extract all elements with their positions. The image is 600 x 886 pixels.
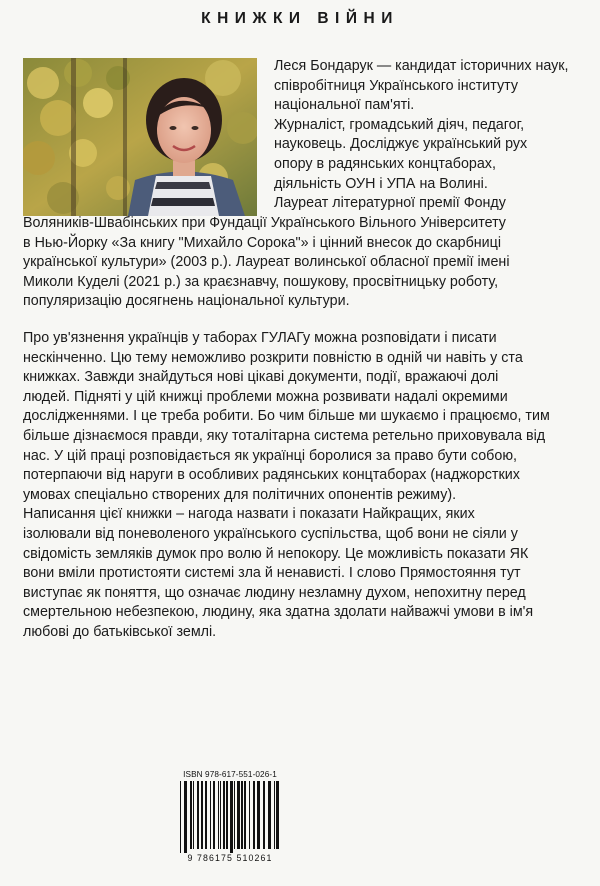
- barcode-bar: [218, 781, 219, 849]
- bio-line: діяльність ОУН і УПА на Волині.: [274, 175, 488, 192]
- barcode-bar: [253, 781, 255, 849]
- barcode-bar: [234, 781, 235, 849]
- barcode-bar: [226, 781, 228, 849]
- description-line: Про ув'язнення українців у таборах ГУЛАГу можна розповідати і писати: [23, 330, 497, 346]
- barcode-digits: 9 786175 510261: [187, 853, 273, 863]
- barcode-bar: [197, 781, 199, 849]
- barcode-bar: [244, 781, 246, 849]
- barcode-bar: [263, 781, 265, 849]
- description-line: нас. У цій праці розповідається як українці боролися за право бути собою,: [23, 447, 518, 464]
- barcode-bar: [276, 781, 279, 849]
- barcode-bar: [184, 781, 187, 853]
- author-bio-intro: [274, 57, 586, 214]
- barcode-bar: [241, 781, 243, 849]
- isbn-label: ISBN 978-617-551-026-1: [183, 770, 277, 779]
- barcode: [178, 781, 282, 853]
- bio-line: Журналіст, громадський діяч, педагог,: [274, 116, 525, 133]
- series-title: КНИЖКИ ВІЙНИ: [201, 10, 399, 27]
- bio-line: Миколи Куделі (2021 р.) за краєзнавчу, пошукову, просвітницьку роботу,: [23, 273, 499, 290]
- bio-line: Леся Бондарук — кандидат історичних наук,: [274, 58, 569, 74]
- description-line: смертельною небезпекою, людину, яка здатна здолати найважчі умови в ім'я: [23, 604, 534, 621]
- barcode-bar: [220, 781, 221, 849]
- description-line: ізолювали від поневоленого українського суспільства, щоб вони не сіяли у: [23, 525, 518, 542]
- description-line: Написання цієї книжки – нагода назвати і показати Найкращих, яких: [23, 506, 475, 523]
- barcode-bar: [223, 781, 225, 849]
- bio-line: Воляників-Швабінських при Фундації Українського Вільного Університету: [23, 215, 506, 231]
- barcode-bar: [213, 781, 215, 849]
- bio-line: опору в радянських концтаборах,: [274, 155, 496, 172]
- barcode-bar: [210, 781, 211, 849]
- bio-line: української культури» (2003 р.). Лауреат волинської обласної премії імені: [23, 254, 510, 271]
- isbn-barcode-block: [178, 770, 282, 863]
- bio-line: науковець. Досліджує український рух: [274, 136, 528, 153]
- barcode-bar: [257, 781, 260, 849]
- description-line: потерпаючи від наруги в особливих радянських концтаборах (наджорстких: [23, 467, 520, 484]
- description-line: свідомість земляків думок про волю й непокору. Це можливість показати ЯК: [23, 545, 529, 562]
- description-line: умовах спеціально створених для політичних опонентів режиму).: [23, 486, 457, 503]
- bio-line: Лауреат літературної премії Фонду: [274, 195, 506, 212]
- bio-line: національної пам'яті.: [274, 97, 415, 114]
- barcode-bar: [237, 781, 240, 849]
- barcode-bar: [274, 781, 275, 849]
- book-description: [23, 329, 585, 643]
- author-photo: [23, 58, 257, 216]
- barcode-bar: [230, 781, 233, 853]
- barcode-bar: [249, 781, 250, 849]
- description-line: людей. Підняті у цій книжці проблеми можна розвивати надалі окремими: [23, 388, 508, 405]
- description-line: нескінченно. Цю тему неможливо розкрити повністю в одній чи навіть у ста: [23, 349, 523, 366]
- description-line: любові до батьківської землі.: [23, 623, 217, 640]
- bio-line: в Нью-Йорку «За книгу "Михайло Сорока"» і цінний внесок до скарбниці: [23, 234, 502, 251]
- barcode-bar: [190, 781, 192, 849]
- description-line: більше дізнаємося правди, яку тоталітарна система ретельно приховувала від: [23, 427, 546, 444]
- description-line: дослідженнями. І це треба робити. Бо чим більше ми шукаємо і працюємо, тим: [23, 408, 550, 425]
- barcode-bar: [201, 781, 203, 849]
- author-bio-awards: [23, 214, 583, 312]
- description-line: виступає як поняття, що означає людину незламну духом, непохитну перед: [23, 584, 526, 601]
- description-line: книжках. Завжди знайдуться нові цікаві документи, події, вражаючі долі: [23, 369, 499, 386]
- bio-line: популяризацію досягнень національної культури.: [23, 293, 350, 310]
- barcode-bar: [268, 781, 271, 849]
- description-line: вони вміли протистояти системі зла й ненависті. І слово Прямостояння тут: [23, 565, 521, 582]
- barcode-bar: [205, 781, 207, 849]
- bio-line: співробітниця Українського інституту: [274, 77, 518, 94]
- barcode-bar: [193, 781, 194, 849]
- barcode-bar: [180, 781, 181, 853]
